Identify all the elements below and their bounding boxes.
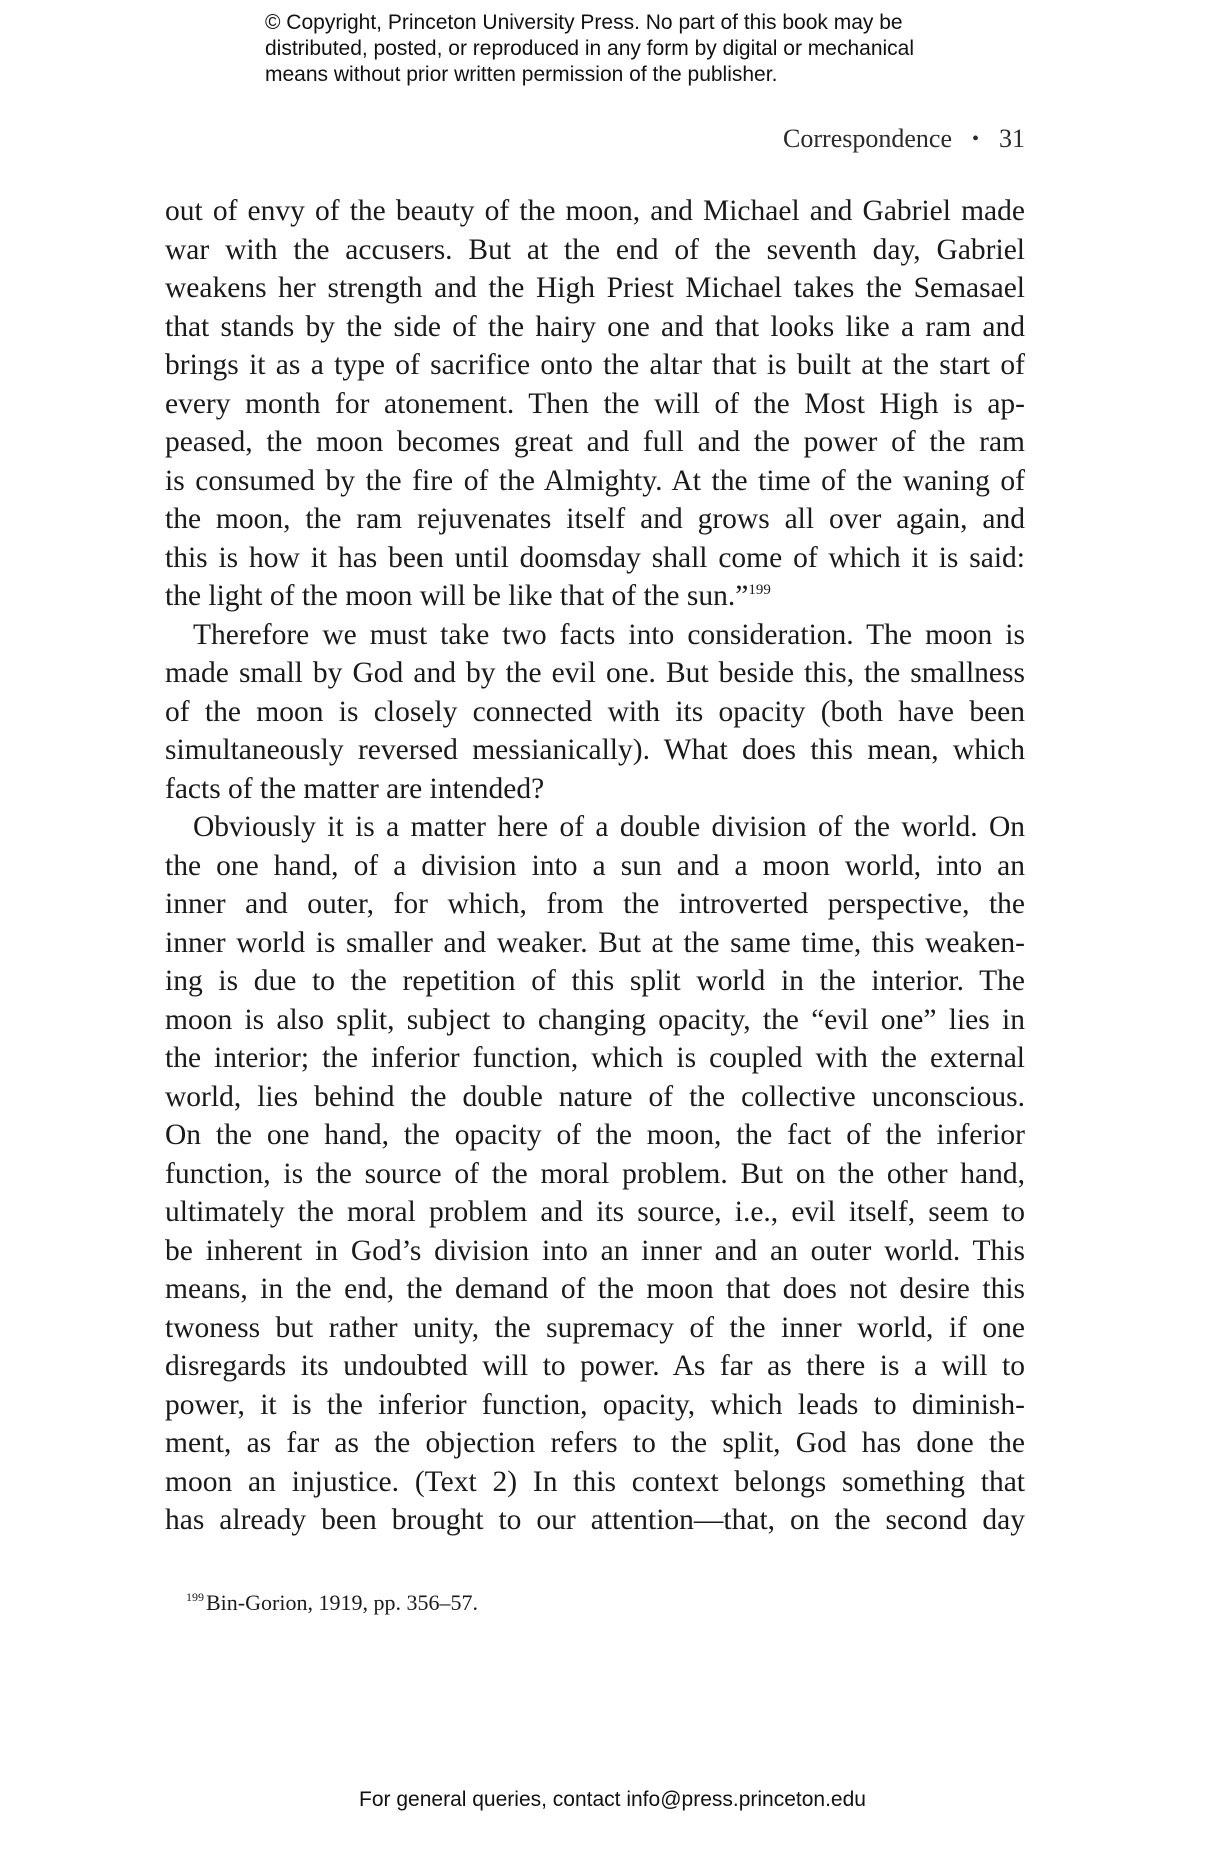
text-line: peased, the moon becomes great and full and the power of the ram: [165, 426, 1025, 458]
paragraph-3: [165, 808, 1025, 1540]
text-line: ing is due to the repetition of this split world in the interior. The: [165, 965, 1025, 997]
text-line: disregards its undoubted will to power. As far as there is a will to: [165, 1350, 1025, 1382]
text-line: is consumed by the fire of the Almighty. At the time of the waning of: [165, 464, 1025, 497]
text-line: inner world is smaller and weaker. But at the same time, this weaken-: [165, 926, 1025, 959]
text-line: has already been brought to our attention—that, on the second day: [165, 1504, 1025, 1536]
copyright-line-1: © Copyright, Princeton University Press. No part of this book may be: [265, 11, 903, 34]
text-line: means, in the end, the demand of the moon that does not desire this: [165, 1273, 1025, 1305]
text-line: power, it is the inferior function, opacity, which leads to diminish-: [165, 1388, 1025, 1421]
running-head-title: Correspondence: [783, 124, 952, 153]
text-line: the moon, the ram rejuvenates itself and grows all over again, and: [165, 503, 1025, 535]
text-line: facts of the matter are intended?: [165, 772, 545, 805]
copyright-line-2: distributed, posted, or reproduced in any form by digital or mechanical: [265, 37, 915, 60]
text-line: weakens her strength and the High Priest Michael takes the Semasael: [165, 272, 1025, 304]
text-line: be inherent in God’s division into an inner and an outer world. This: [165, 1234, 1025, 1267]
text-line: war with the accusers. But at the end of the seventh day, Gabriel: [165, 233, 1025, 266]
text-line: the interior; the inferior function, which is coupled with the external: [165, 1042, 1025, 1074]
text-line: twoness but rather unity, the supremacy of the inner world, if one: [165, 1311, 1025, 1344]
text-line: that stands by the side of the hairy one and that looks like a ram and: [165, 310, 1025, 343]
text-line: ultimately the moral problem and its source, i.e., evil itself, seem to: [165, 1196, 1025, 1228]
text-line: every month for atonement. Then the will of the Most High is ap-: [165, 387, 1025, 420]
paragraph-2: [165, 616, 1025, 809]
text-line: Therefore we must take two facts into consideration. The moon is: [193, 618, 1025, 651]
text-line: simultaneously reversed messianically). What does this mean, which: [165, 734, 1025, 766]
text-line: moon an injustice. (Text 2) In this context belongs something that: [165, 1465, 1025, 1498]
text-line: [165, 577, 1025, 616]
text-line: moon is also split, subject to changing opacity, the “evil one” lies in: [165, 1003, 1025, 1036]
footnote-text: Bin-Gorion, 1919, pp. 356–57.: [206, 1590, 478, 1615]
page-number: 31: [999, 124, 1025, 153]
text-line: Obviously it is a matter here of a double division of the world. On: [193, 811, 1025, 843]
text-line: made small by God and by the evil one. But beside this, the smallness: [165, 657, 1025, 689]
copyright-line-3: means without prior written permission of the publisher.: [265, 63, 778, 86]
text-line: this is how it has been until doomsday shall come of which it is said:: [165, 541, 1025, 574]
paragraph-1: [165, 192, 1025, 616]
paragraph-1-last-line: the light of the moon will be like that of the sun.”: [165, 580, 749, 612]
footnote-number: 199: [186, 1590, 204, 1604]
text-line: On the one hand, the opacity of the moon, the fact of the inferior: [165, 1119, 1025, 1151]
running-head: [700, 124, 1025, 154]
text-line: the one hand, of a division into a sun and a moon world, into an: [165, 849, 1025, 882]
text-line: function, is the source of the moral problem. But on the other hand,: [165, 1157, 1025, 1190]
text-line: inner and outer, for which, from the introverted perspective, the: [165, 888, 1025, 920]
text-line: world, lies behind the double nature of the collective unconscious.: [165, 1080, 1025, 1113]
text-line: out of envy of the beauty of the moon, and Michael and Gabriel made: [165, 195, 1025, 227]
running-head-separator: •: [971, 128, 979, 150]
contact-line: For general queries, contact info@press.princeton.edu: [359, 1788, 866, 1811]
footnote: [186, 1590, 886, 1616]
text-line: ment, as far as the objection refers to the split, God has done the: [165, 1427, 1025, 1459]
text-line: brings it as a type of sacrifice onto the altar that is built at the start of: [165, 349, 1025, 381]
footnote-reference: 199: [748, 582, 771, 598]
copyright-notice: [265, 10, 1025, 88]
body-text: [165, 192, 1025, 1540]
text-line: of the moon is closely connected with its opacity (both have been: [165, 695, 1025, 728]
